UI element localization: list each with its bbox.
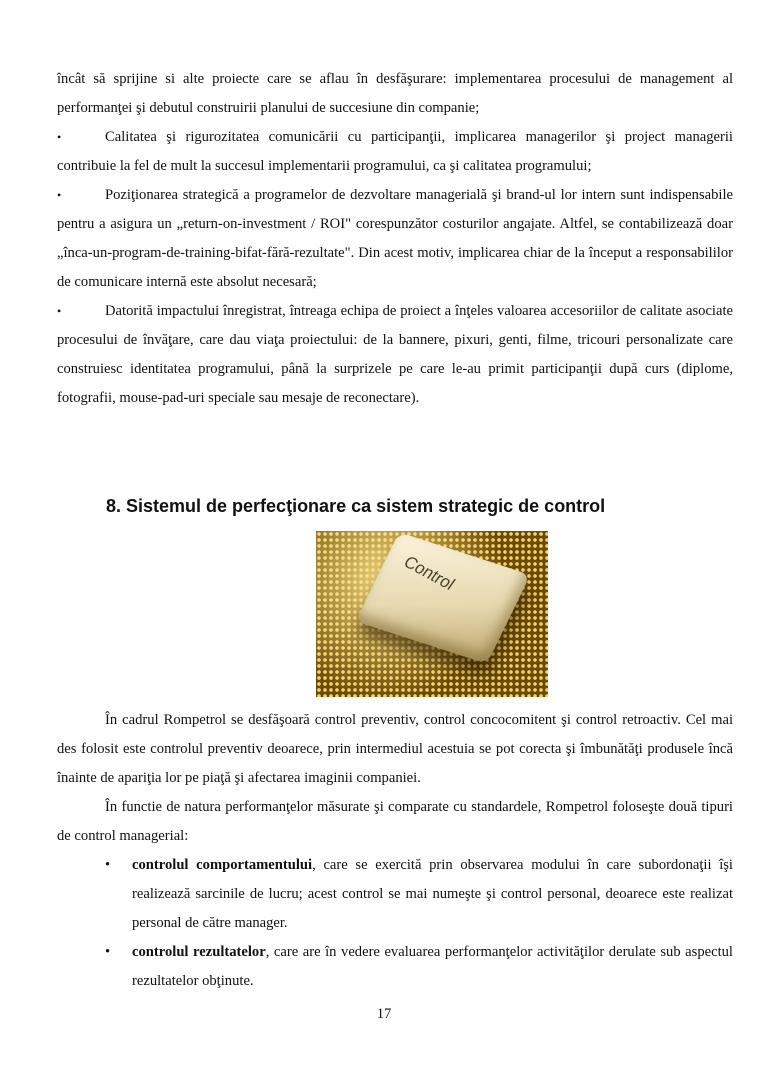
bullet-dot: •	[57, 188, 62, 202]
bullet-dot: •	[57, 130, 62, 144]
top-text-block	[57, 65, 733, 413]
bullet-dot: •	[105, 857, 111, 873]
bullet-text: Datorită impactului înregistrat, întreaga echipa de proiect a înţeles valoarea accesoriilor de calitate asociate procesului de învăţare, care dau viaţa proiectului: de la bannere, pixuri, genti, filme, tricouri personalizate care construiesc identitatea programului, până la surprizele pe care le-au primit participanţii după curs (diplome, fotografii, mouse-pad-uri speciale sau mesaje de reconectare).	[57, 303, 733, 406]
bullet-item	[57, 123, 733, 181]
term: controlul comportamentului	[132, 857, 313, 873]
bullet-item	[57, 297, 733, 413]
term-description: , care se exercită prin observarea modului în care subordonaţii îşi realizează sarcinile de lucru; acest control se mai numeşte şi control personal, deoarece este realizat personal de către manager.	[132, 857, 733, 931]
term-description: , care are în vedere evaluarea performanţelor activităţilor derulate sub aspectul rezultatelor obţinute.	[132, 944, 733, 989]
page-number: 17	[376, 1006, 392, 1022]
control-key-image	[316, 531, 548, 697]
section-heading: 8. Sistemul de perfecţionare ca sistem strategic de control	[106, 496, 606, 516]
control-list	[57, 851, 733, 996]
term: controlul rezultatelor	[132, 944, 266, 960]
keyboard-key	[356, 532, 531, 664]
paragraph-control-types: În cadrul Rompetrol se desfăşoară control preventiv, control concocomitent şi control retroactiv. Cel mai des folosit este controlul preventiv deoarece, prin intermediul acestuia se pot corecta şi îmbunătăţi produsele încă înainte de apariţia lor pe piaţă şi afectarea imaginii companiei.	[57, 712, 733, 786]
key-label: Control	[399, 552, 459, 594]
body-text-block	[57, 706, 733, 996]
bullet-dot: •	[105, 944, 111, 960]
bullet-text: Poziţionarea strategică a programelor de dezvoltare managerială şi brand-ul lor intern sunt indispensabile pentru a asigura un „return-on-investment / ROI" corespunzător costurilor angajate. Altfel, se contabilizează doar „înca-un-program-de-training-bifat-fără-rezultate". Din acest motiv, implicarea chiar de la început a responsabililor de comunicare internă este absolut necesară;	[57, 187, 733, 290]
continued-paragraph: încât să sprijine si alte proiecte care se aflau în desfăşurare: implementarea procesului de management al performanţei şi debutul construirii planului de succesiune din companie;	[57, 71, 733, 116]
bullet-item	[57, 181, 733, 297]
bullet-text: Calitatea şi rigurozitatea comunicării cu participanţii, implicarea managerilor şi project managerii contribuie la fel de mult la succesul implementarii programului, ca şi calitatea programului;	[57, 129, 733, 174]
bullet-dot: •	[57, 304, 62, 318]
paragraph-managerial-control: În functie de natura performanţelor măsurate şi comparate cu standardele, Rompetrol foloseşte două tipuri de control managerial:	[57, 799, 733, 844]
list-item	[57, 851, 733, 938]
list-item	[57, 938, 733, 996]
